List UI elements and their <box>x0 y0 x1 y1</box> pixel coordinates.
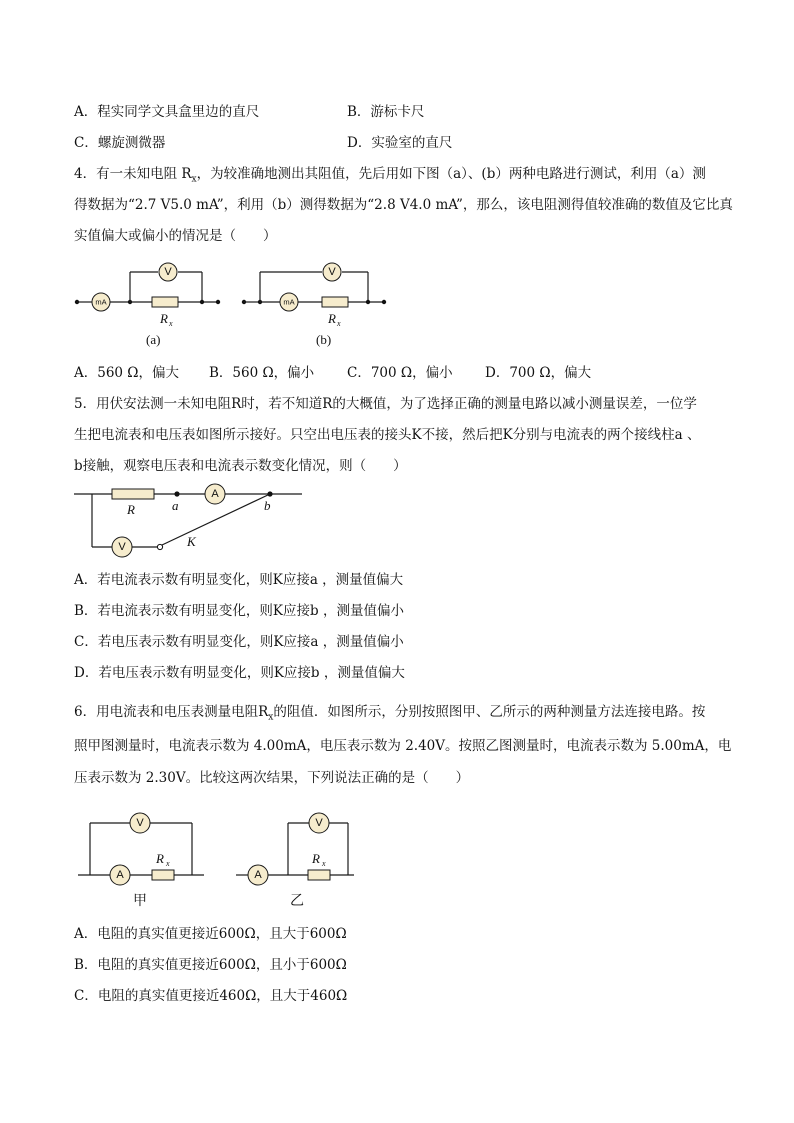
q3-option-d: D．实验室的直尺 <box>347 135 453 151</box>
q6-stem-line1: 6．用电流表和电压表测量电阻$R_x$的阻值．如图所示，分别按照图甲、乙所示的两种测量方法连接电路。按 <box>74 704 706 723</box>
q3-option-c: C．螺旋测微器 <box>74 135 166 151</box>
svg-text:x: x <box>166 859 170 868</box>
q6-circuit-jia <box>76 808 212 914</box>
resistor-rx <box>308 870 330 880</box>
svg-text:a: a <box>172 498 179 513</box>
q4-stem-line2: 得数据为“2.7 V5.0 mA”，利用（b）测得数据为“2.8 V4.0 mA”，那么，该电阻测得值较准确的数值及它比真 <box>74 197 733 213</box>
svg-text:x: x <box>337 319 341 328</box>
q4-circuit-a <box>70 260 240 350</box>
svg-text:(b): (b) <box>316 332 332 347</box>
q5-option-b: B．若电流表示数有明显变化，则K应接b ，测量值偏小 <box>74 603 404 619</box>
q4-option-c: C．700 Ω，偏小 <box>347 365 453 381</box>
resistor-rx <box>152 297 178 307</box>
q5-stem-line1: 5．用伏安法测一未知电阻R时，若不知道R的大概值，为了选择正确的测量电路以减小测量误差，一位学 <box>74 396 697 412</box>
q6-circuit-yi <box>234 808 358 914</box>
svg-text:R: R <box>156 851 164 866</box>
svg-text:R: R <box>312 851 320 866</box>
q5-circuit <box>70 482 310 557</box>
q4-option-a: A．560 Ω，偏大 <box>74 365 180 381</box>
svg-text:x: x <box>322 859 326 868</box>
svg-text:V: V <box>328 266 336 278</box>
q6-option-c: C．电阻的真实值更接近460Ω，且大于460Ω <box>74 988 348 1004</box>
q3-option-b: B．游标卡尺 <box>347 104 425 120</box>
key-terminal <box>157 544 162 549</box>
svg-text:R: R <box>160 311 168 326</box>
svg-text:V: V <box>164 266 172 278</box>
q4-option-d: D．700 Ω，偏大 <box>485 365 592 381</box>
svg-text:(a): (a) <box>146 332 161 347</box>
svg-text:R: R <box>127 502 135 517</box>
q6-stem-line3: 压表示数为 2.30V。比较这两次结果，下列说法正确的是（ ） <box>74 770 470 786</box>
q5-option-a: A．若电流表示数有明显变化，则K应接a ，测量值偏大 <box>74 572 404 588</box>
q4-stem-line1: 4．有一未知电阻 $R_x$，为较准确地测出其阻值，先后用如下图（a）、(b）两种电路进行测试，利用（a）测 <box>74 166 706 185</box>
q4-stem-line3: 实值偏大或偏小的情况是（ ） <box>74 228 277 244</box>
q6-option-a: A．电阻的真实值更接近600Ω，且大于600Ω <box>74 926 347 942</box>
svg-text:mA: mA <box>95 297 107 307</box>
svg-text:x: x <box>169 319 173 328</box>
q5-option-c: C．若电压表示数有明显变化，则K应接a ，测量值偏小 <box>74 634 404 650</box>
q6-option-b: B．电阻的真实值更接近600Ω，且小于600Ω <box>74 957 347 973</box>
svg-text:A: A <box>116 869 124 881</box>
svg-text:b: b <box>264 498 271 513</box>
svg-text:V: V <box>118 541 126 553</box>
svg-text:R: R <box>328 311 336 326</box>
q4-option-b: B．560 Ω，偏小 <box>209 365 315 381</box>
svg-text:乙: 乙 <box>290 893 304 909</box>
resistor-rx <box>322 297 348 307</box>
svg-text:V: V <box>136 817 144 829</box>
q5-option-d: D．若电压表示数有明显变化，则K应接b ，测量值偏大 <box>74 665 405 681</box>
svg-text:V: V <box>315 817 323 829</box>
q4-circuit-b <box>238 260 398 350</box>
q3-option-a: A．程实同学文具盒里边的直尺 <box>74 104 260 120</box>
svg-text:A: A <box>211 488 219 500</box>
q6-stem-line2: 照甲图测量时，电流表示数为 4.00mA，电压表示数为 2.40V。按照乙图测量时，电流表示数为 5.00mA，电 <box>74 738 732 754</box>
resistor-rx <box>152 870 174 880</box>
resistor-r <box>112 489 154 499</box>
q5-stem-line2: 生把电流表和电压表如图所示接好。只空出电压表的接头K不接，然后把K分别与电流表的两个接线柱a 、 <box>74 427 701 443</box>
svg-text:A: A <box>254 869 262 881</box>
svg-text:mA: mA <box>283 297 295 307</box>
q5-stem-line3: b接触，观察电压表和电流表示数变化情况，则（ ） <box>74 458 407 474</box>
svg-text:甲: 甲 <box>133 893 147 909</box>
svg-text:K: K <box>187 534 196 549</box>
terminal-a <box>174 491 179 496</box>
